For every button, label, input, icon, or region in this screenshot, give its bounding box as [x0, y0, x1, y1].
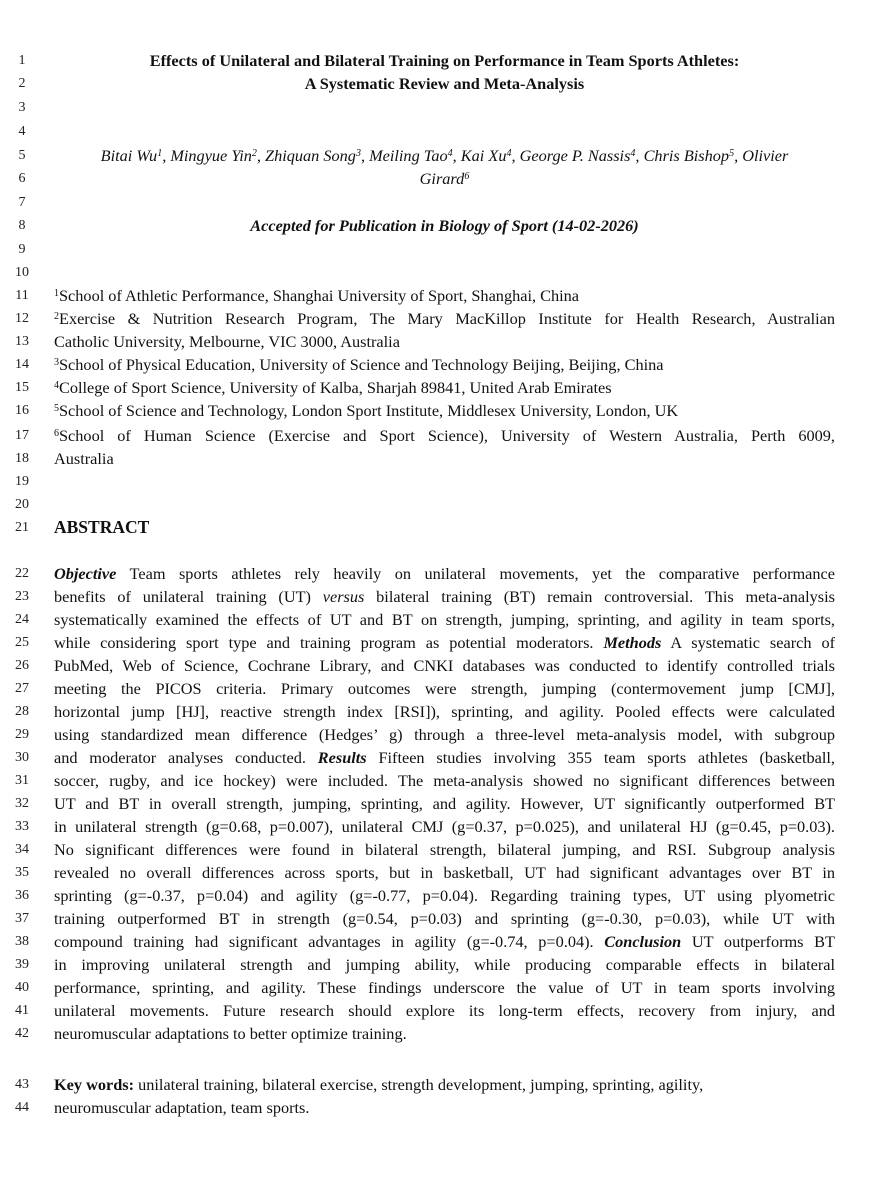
- abstract-text: bilateral training (BT) remain controversial. This meta-analysis: [364, 587, 835, 606]
- line-number: 15: [15, 380, 29, 395]
- line-number: 22: [15, 566, 29, 581]
- author-affiliation-mark: 1: [157, 148, 163, 159]
- line-number: 1: [18, 53, 26, 68]
- affiliation-2: $^2$Exercise & Nutrition Research Program, The Mary MacKillop Institute for Health Research, Australian: [54, 309, 835, 328]
- line-number: 3: [18, 100, 26, 115]
- author-name: Zhiquan Song: [265, 146, 356, 165]
- abstract-line: [54, 631, 835, 654]
- abstract-section-label: Conclusion: [604, 932, 682, 951]
- line-number: 21: [15, 520, 29, 535]
- abstract-text: benefits of unilateral training (UT): [54, 587, 323, 606]
- line-number: 42: [15, 1026, 29, 1041]
- abstract-line: [54, 815, 835, 838]
- abstract-line: [54, 562, 835, 585]
- keywords-line-1: Key words: unilateral training, bilateral exercise, strength development, jumping, sprinting, agility,: [54, 1075, 704, 1094]
- author-affiliation-mark: 3: [355, 148, 361, 159]
- paper-title-line-1: Effects of Unilateral and Bilateral Training on Performance in Team Sports Athletes:: [149, 51, 740, 70]
- line-number: 41: [15, 1003, 29, 1018]
- line-number: 27: [15, 681, 29, 696]
- author-name: Kai Xu: [460, 146, 507, 165]
- line-number: 5: [18, 148, 26, 163]
- abstract-line: [54, 608, 835, 631]
- keywords-line-2: neuromuscular adaptation, team sports.: [54, 1098, 310, 1117]
- abstract-text: Team sports athletes rely heavily on unilateral movements, yet the comparative performance: [116, 564, 835, 583]
- abstract-line: [54, 999, 835, 1022]
- abstract-line: [54, 677, 835, 700]
- author-name: George P. Nassis: [519, 146, 631, 165]
- line-number: 14: [15, 357, 29, 372]
- abstract-text: unilateral movements. Future research should explore its long-term effects, recovery from injury, and: [54, 1001, 835, 1020]
- line-number: 4: [18, 124, 26, 139]
- abstract-line: [54, 953, 835, 976]
- line-number: 38: [15, 934, 29, 949]
- author-list-line-1: Bitai Wu$^1$, Mingyue Yin$^2$, Zhiquan Song$^3$, Meiling Tao$^4$, Kai Xu$^4$, George P. Nassis$^4$, Chris Bishop$^5$, Olivier: [100, 146, 789, 165]
- abstract-text: in improving unilateral strength and jumping ability, while producing comparable effects in bilateral: [54, 955, 835, 974]
- abstract-line: [54, 723, 835, 746]
- abstract-text: A systematic search of: [661, 633, 835, 652]
- line-number: 30: [15, 750, 29, 765]
- line-number: 19: [15, 474, 29, 489]
- abstract-line: [54, 907, 835, 930]
- abstract-text: Fifteen studies involving 355 team sports athletes (basketball,: [366, 748, 835, 767]
- line-number: 35: [15, 865, 29, 880]
- abstract-line: [54, 976, 835, 999]
- abstract-text: versus: [322, 587, 365, 606]
- line-number: 13: [15, 334, 29, 349]
- author-name: Mingyue Yin: [170, 146, 252, 165]
- abstract-text: sprinting (g=-0.37, p=0.04) and agility (g=-0.77, p=0.04). Regarding training types, UT using plyometric: [54, 886, 835, 905]
- author-affiliation-mark: 5: [729, 148, 735, 159]
- line-number: 33: [15, 819, 29, 834]
- abstract-section-label: Objective: [54, 564, 117, 583]
- line-number: 37: [15, 911, 29, 926]
- abstract-text: neuromuscular adaptations to better optimize training.: [54, 1024, 407, 1043]
- affiliation-6-continued: Australia: [54, 449, 114, 468]
- affiliation-4: $^4$College of Sport Science, University of Kalba, Sharjah 89841, United Arab Emirates: [54, 378, 612, 397]
- abstract-line: [54, 861, 835, 884]
- affiliation-3: $^3$School of Physical Education, University of Science and Technology Beijing, Beijing, China: [54, 355, 664, 374]
- abstract-section-label: Methods: [603, 633, 662, 652]
- author-name: Girard: [419, 169, 465, 188]
- line-number: 44: [15, 1100, 29, 1115]
- line-number: 20: [15, 497, 29, 512]
- abstract-text: PubMed, Web of Science, Cochrane Library, and CNKI databases was conducted to identify controlled trials: [54, 656, 835, 675]
- line-number: 12: [15, 311, 29, 326]
- keywords-label: Key words:: [54, 1075, 135, 1094]
- affiliation-1: $^1$School of Athletic Performance, Shanghai University of Sport, Shanghai, China: [54, 286, 580, 305]
- abstract-text: using standardized mean difference (Hedges’ g) through a three-level meta-analysis model, with subgroup: [54, 725, 835, 744]
- line-number: 7: [18, 195, 26, 210]
- line-number: 9: [18, 242, 26, 257]
- line-number: 43: [15, 1077, 29, 1092]
- author-affiliation-mark: 4: [506, 148, 512, 159]
- line-number: 39: [15, 957, 29, 972]
- abstract-text: training outperformed BT in strength (g=0.54, p=0.03) and sprinting (g=-0.30, p=0.03), while UT with: [54, 909, 835, 928]
- abstract-text: in unilateral strength (g=0.68, p=0.007), unilateral CMJ (g=0.37, p=0.025), and unilateral HJ (g=0.45, p=0.03).: [54, 817, 835, 836]
- author-affiliation-mark: 4: [447, 148, 453, 159]
- line-number: 23: [15, 589, 29, 604]
- line-number: 36: [15, 888, 29, 903]
- abstract-line: [54, 769, 835, 792]
- line-number: 6: [18, 171, 26, 186]
- author-name: Meiling Tao: [369, 146, 448, 165]
- affiliation-6: $^6$School of Human Science (Exercise and Sport Science), University of Western Australia, Perth 6009,: [54, 426, 835, 445]
- abstract-text: UT and BT in overall strength, jumping, sprinting, and agility. However, UT significantly outperformed BT: [54, 794, 835, 813]
- line-number: 40: [15, 980, 29, 995]
- acceptance-notice: Accepted for Publication in Biology of Sport (14-02-2026): [250, 216, 639, 235]
- abstract-text: revealed no overall differences across sports, but in basketball, UT had significant advantages over BT in: [54, 863, 835, 882]
- abstract-line: [54, 884, 835, 907]
- abstract-text: and moderator analyses conducted.: [54, 748, 318, 767]
- abstract-text: compound training had significant advantages in agility (g=-0.74, p=0.04).: [54, 932, 605, 951]
- paper-title-line-2: A Systematic Review and Meta-Analysis: [304, 74, 585, 93]
- affiliation-2-continued: Catholic University, Melbourne, VIC 3000, Australia: [54, 332, 400, 351]
- abstract-text: while considering sport type and training program as potential moderators.: [54, 633, 604, 652]
- author-name: Olivier: [742, 146, 789, 165]
- line-number: 31: [15, 773, 29, 788]
- author-affiliation-mark: 6: [464, 171, 470, 182]
- abstract-heading: ABSTRACT: [54, 517, 150, 537]
- abstract-line: [54, 700, 835, 723]
- abstract-text: UT outperforms BT: [681, 932, 835, 951]
- abstract-text: meeting the PICOS criteria. Primary outcomes were strength, jumping (contermovement jump [CMJ],: [54, 679, 835, 698]
- line-number: 18: [15, 451, 29, 466]
- line-number: 29: [15, 727, 29, 742]
- line-number: 28: [15, 704, 29, 719]
- author-list-line-2: [54, 167, 835, 190]
- line-number: 8: [18, 218, 26, 233]
- line-number: 10: [15, 265, 29, 280]
- abstract-line: [54, 792, 835, 815]
- abstract-text: performance, sprinting, and agility. These findings underscore the value of UT in team sports involving: [54, 978, 835, 997]
- author-name: Chris Bishop: [643, 146, 730, 165]
- abstract-line: [54, 1022, 835, 1045]
- line-number: 17: [15, 428, 29, 443]
- line-number: 11: [15, 288, 29, 303]
- abstract-section-label: Results: [317, 748, 367, 767]
- abstract-line: [54, 654, 835, 677]
- line-number: 24: [15, 612, 29, 627]
- author-name: Bitai Wu: [100, 146, 158, 165]
- abstract-line: [54, 930, 835, 953]
- line-number: 34: [15, 842, 29, 857]
- author-affiliation-mark: 4: [630, 148, 636, 159]
- abstract-text: systematically examined the effects of UT and BT on strength, jumping, sprinting, and agility in team sports,: [54, 610, 835, 629]
- line-number: 2: [18, 76, 26, 91]
- line-number: 25: [15, 635, 29, 650]
- line-number: 26: [15, 658, 29, 673]
- affiliation-5: $^5$School of Science and Technology, London Sport Institute, Middlesex University, London, UK: [54, 401, 679, 420]
- line-number: 16: [15, 403, 29, 418]
- abstract-line: [54, 585, 835, 608]
- abstract-text: horizontal jump [HJ], reactive strength index [RSI]), sprinting, and agility. Pooled effects were calculated: [54, 702, 835, 721]
- abstract-text: soccer, rugby, and ice hockey) were included. The meta-analysis showed no significant differences between: [54, 771, 835, 790]
- abstract-line: [54, 746, 835, 769]
- line-number: 32: [15, 796, 29, 811]
- abstract-line: [54, 838, 835, 861]
- author-affiliation-mark: 2: [251, 148, 257, 159]
- abstract-text: No significant differences were found in bilateral strength, bilateral jumping, and RSI. Subgroup analysis: [54, 840, 835, 859]
